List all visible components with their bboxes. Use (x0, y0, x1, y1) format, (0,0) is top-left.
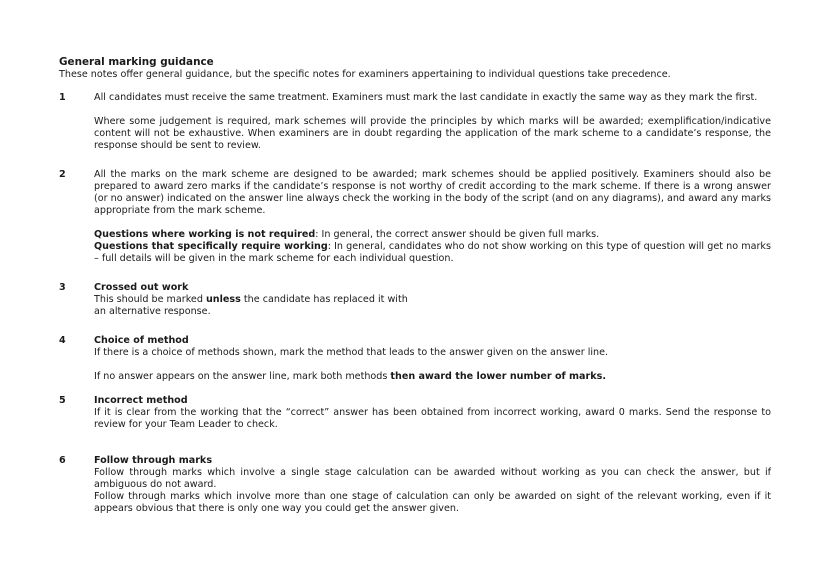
item-number: 4 (59, 335, 66, 346)
item-paragraph: Follow through marks which involve more than one stage of calculation can only be awarded on sight of the relevant working, even if it appears obvious that there is only one way you could get the answer given. (94, 491, 771, 514)
marking-guidance-page (59, 56, 771, 515)
bold-text: Questions where working is not required (94, 229, 316, 240)
item-text: : In general, candidates who do not show working on this type of question will get no marks – full details will be given in the mark scheme for each individual question. (94, 241, 771, 264)
item-paragraph: All candidates must receive the same treatment. Examiners must mark the last candidate in exactly the same way as they mark the first. (94, 92, 758, 103)
item-number: 6 (59, 455, 66, 466)
item-text: If no answer appears on the answer line, mark both methods (94, 371, 391, 382)
item-paragraph: If there is a choice of methods shown, mark the method that leads to the answer given on the answer line. (94, 347, 609, 358)
page-title: General marking guidance (59, 56, 214, 68)
item-number: 5 (59, 395, 66, 406)
item-paragraph: All the marks on the mark scheme are designed to be awarded; mark schemes should be applied positively. Examiners should also be prepared to award zero marks if the candidate’s response is not worthy of credit according to the mark scheme. If there is a wrong answer (or no answer) indicated on the answer line always check the working in the body of the script (and on any diagrams), and award any marks appropriate from the mark scheme. (94, 169, 771, 216)
item-paragraph (94, 241, 771, 265)
item-text: : In general, the correct answer should be given full marks. (315, 229, 600, 240)
item-paragraph: If it is clear from the working that the “correct” answer has been obtained from incorrect working, award 0 marks. Send the response to review for your Team Leader to check. (94, 407, 771, 430)
guidance-item-2 (59, 169, 771, 265)
bold-text: then award the lower number of marks. (390, 371, 606, 382)
item-number: 3 (59, 282, 66, 293)
bold-text: Questions that specifically require working (94, 241, 328, 252)
guidance-item-1 (59, 92, 771, 152)
item-number: 1 (59, 92, 66, 103)
bold-text: unless (205, 294, 241, 305)
item-heading: Crossed out work (94, 282, 189, 293)
guidance-item-4 (59, 335, 771, 383)
item-paragraph: Follow through marks which involve a single stage calculation can be awarded without working as you can check the answer, but if ambiguous do not award. (94, 467, 771, 490)
item-paragraph (94, 229, 771, 241)
guidance-item-5 (59, 395, 771, 431)
item-number: 2 (59, 169, 66, 180)
item-paragraph: an alternative response. (94, 306, 211, 317)
item-paragraph (94, 294, 771, 306)
item-paragraph (94, 371, 771, 383)
intro-text: These notes offer general guidance, but the specific notes for examiners appertaining to individual questions take precedence. (59, 69, 671, 80)
item-heading: Incorrect method (94, 395, 188, 406)
item-paragraph: Where some judgement is required, mark schemes will provide the principles by which marks will be awarded; exemplification/indicative content will not be exhaustive. When examiners are in doubt regarding the application of the mark scheme to a candidate’s response, the response should be sent to review. (94, 116, 771, 151)
item-heading: Choice of method (94, 335, 189, 346)
item-text: the candidate has replaced it with (240, 294, 408, 305)
guidance-item-3 (59, 282, 771, 318)
guidance-item-6 (59, 455, 771, 515)
item-text: This should be marked (94, 294, 206, 305)
item-heading: Follow through marks (94, 455, 213, 466)
